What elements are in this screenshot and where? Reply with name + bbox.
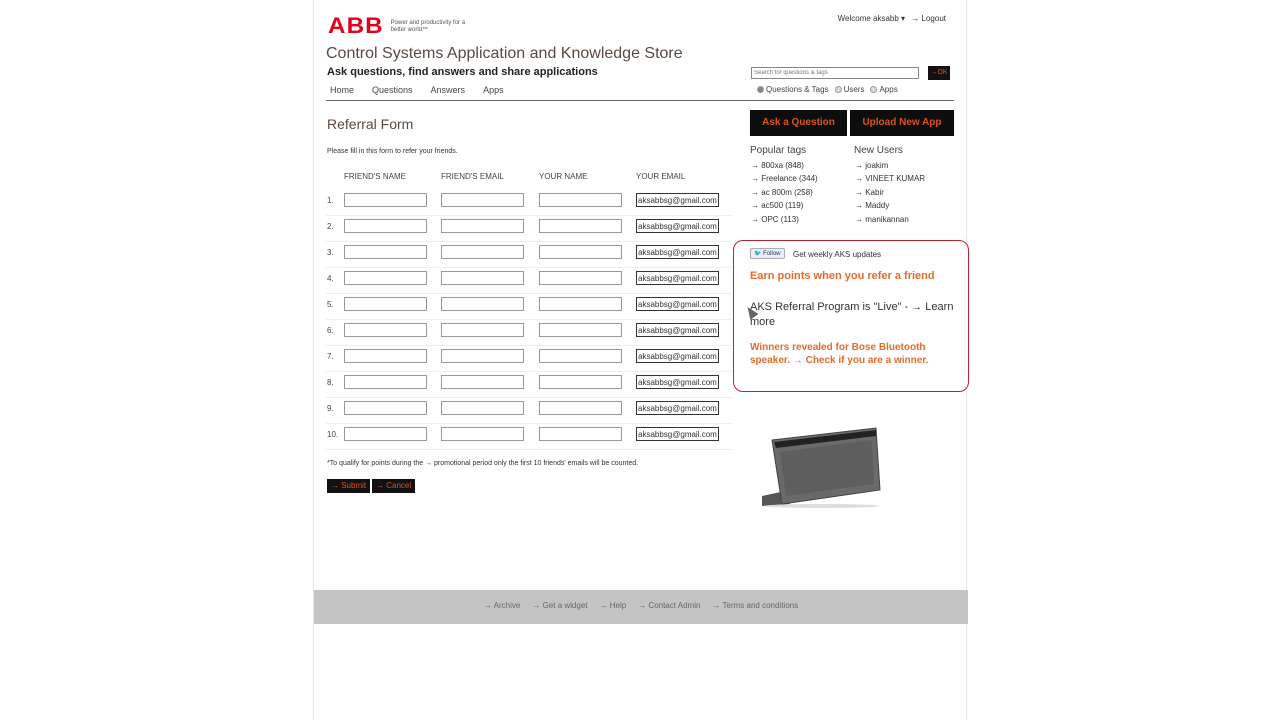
tag-link[interactable]: → ac500 (119) [751,201,804,211]
nav-questions[interactable]: Questions [372,85,413,95]
popular-tags-list [751,161,818,228]
table-row [326,216,732,242]
cancel-button[interactable]: → Cancel [372,479,415,493]
user-link[interactable]: → VINEET KUMAR [855,174,926,184]
ask-question-button[interactable]: Ask a Question [750,110,847,136]
bose-speaker-image [760,424,882,508]
footer-contact-link[interactable]: → Contact Admin [638,601,701,610]
table-row [326,346,732,372]
table-row [326,372,732,398]
table-row [326,294,732,320]
learn-more-link[interactable]: AKS Referral Program is "Live" - → Learn more [750,301,954,328]
friend-email-input[interactable] [441,427,524,441]
friend-name-input[interactable] [344,375,427,389]
logo-mark: ABB [328,13,384,38]
your-name-input[interactable] [539,375,622,389]
friend-email-input[interactable] [441,271,524,285]
your-email-input[interactable] [636,193,719,207]
row-number: 5. [327,300,334,309]
row-number: 7. [327,352,334,361]
your-email-input[interactable] [636,219,719,233]
promo-headline[interactable]: Earn points when you refer a friend [750,270,935,282]
search-scope [757,85,898,94]
your-email-input[interactable] [636,375,719,389]
new-users-list [855,161,925,228]
your-name-input[interactable] [539,349,622,363]
footer-terms-link[interactable]: → Terms and conditions [712,601,799,610]
footer-help-link[interactable]: → Help [599,601,627,610]
friend-email-input[interactable] [441,375,524,389]
user-menu [834,14,946,23]
abb-logo[interactable] [328,13,481,38]
main-nav [330,85,522,95]
your-email-input[interactable] [636,323,719,337]
header-divider [326,100,954,101]
friend-email-input[interactable] [441,297,524,311]
nav-answers[interactable]: Answers [430,85,466,95]
your-email-input[interactable] [636,271,719,285]
friend-email-input[interactable] [441,349,524,363]
footer [314,590,968,624]
radio-icon[interactable] [757,86,764,93]
nav-apps[interactable]: Apps [483,85,504,95]
table-row [326,320,732,346]
your-name-input[interactable] [539,219,622,233]
referral-promo-box [733,240,969,392]
your-name-input[interactable] [539,297,622,311]
twitter-bird-icon: 🐦 [754,251,762,257]
friend-email-input[interactable] [441,245,524,259]
follow-text: Get weekly AKS updates [793,250,882,259]
friend-name-input[interactable] [344,193,427,207]
your-email-input[interactable] [636,297,719,311]
your-name-input[interactable] [539,245,622,259]
friend-name-input[interactable] [344,349,427,363]
row-number: 2. [327,222,334,231]
welcome-user-dropdown[interactable]: Welcome aksabb ▾ [837,14,906,23]
site-subtitle: Ask questions, find answers and share applications [327,66,598,78]
qualify-note: *To qualify for points during the → promotional period only the first 10 friends' emails will be counted. [327,460,639,467]
footer-archive-link[interactable]: → Archive [483,601,521,610]
scope-apps[interactable]: Apps [870,85,897,94]
friend-name-input[interactable] [344,219,427,233]
table-row [326,190,732,216]
friend-name-input[interactable] [344,427,427,441]
friend-name-input[interactable] [344,271,427,285]
scope-questions-tags[interactable]: Questions & Tags [757,85,829,94]
site-title: Control Systems Application and Knowledge Store [326,45,683,62]
user-link[interactable]: → joakim [855,161,889,170]
your-email-input[interactable] [636,245,719,259]
your-name-input[interactable] [539,401,622,415]
twitter-follow-button[interactable]: 🐦 Follow [750,248,785,259]
col-friend-email: FRIEND'S EMAIL [441,172,504,181]
user-link[interactable]: → Maddy [855,201,890,211]
search-input[interactable] [751,67,919,79]
friend-name-input[interactable] [344,297,427,311]
col-friend-name: FRIEND'S NAME [344,172,406,181]
row-number: 8. [327,378,334,387]
tag-link[interactable]: → OPC (113) [751,214,799,224]
row-number: 3. [327,248,334,257]
friend-name-input[interactable] [344,401,427,415]
your-email-input[interactable] [636,401,719,415]
radio-icon[interactable] [835,86,842,93]
col-your-name: YOUR NAME [539,172,588,181]
user-link[interactable]: → Kabir [855,187,884,197]
row-number: 1. [327,196,334,205]
table-row [326,424,732,450]
col-your-email: YOUR EMAIL [636,172,686,181]
user-link[interactable]: → manikannan [855,214,909,224]
upload-app-button[interactable]: Upload New App [850,110,954,136]
friend-name-input[interactable] [344,245,427,259]
row-number: 9. [327,404,334,413]
tag-link[interactable]: → 800xa (848) [751,161,804,170]
submit-button[interactable]: → Submit [327,479,370,493]
tag-link[interactable]: → Freelance (344) [751,174,818,184]
page-container [313,0,967,720]
form-intro: Please fill in this form to refer your friends. [327,148,458,155]
friend-email-input[interactable] [441,323,524,337]
radio-icon[interactable] [870,86,877,93]
row-number: 4. [327,274,334,283]
tag-link[interactable]: → ac 800m (258) [751,187,813,197]
friend-email-input[interactable] [441,193,524,207]
popular-tags-title: Popular tags [750,145,807,156]
footer-links [484,601,798,610]
logout-link[interactable]: → Logout [911,14,946,23]
your-email-input[interactable] [636,427,719,441]
logo-tagline: Power and productivity for a better world™ [390,20,466,33]
nav-home[interactable]: Home [330,85,355,95]
your-name-input[interactable] [539,193,622,207]
your-name-input[interactable] [539,323,622,337]
winners-link[interactable]: Winners revealed for Bose Bluetooth speaker. → Check if you are a winner. [750,342,929,366]
friend-name-input[interactable] [344,323,427,337]
scope-users[interactable]: Users [835,85,865,94]
your-name-input[interactable] [539,271,622,285]
row-number: 6. [327,326,334,335]
page-title: Referral Form [327,116,414,132]
row-number: 10. [327,430,339,439]
table-row [326,398,732,424]
your-email-input[interactable] [636,349,719,363]
new-users-title: New Users [854,145,903,156]
search-ok-button[interactable]: →OK [928,66,950,80]
table-row [326,242,732,268]
footer-widget-link[interactable]: → Get a widget [532,601,588,610]
table-row [326,268,732,294]
your-name-input[interactable] [539,427,622,441]
friend-email-input[interactable] [441,401,524,415]
friend-email-input[interactable] [441,219,524,233]
